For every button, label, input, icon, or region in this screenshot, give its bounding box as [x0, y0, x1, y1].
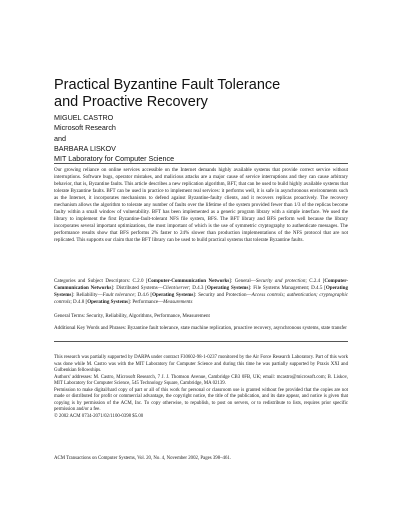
first-page-footnote [54, 355, 348, 420]
cat-text: ]: Reliability— [71, 291, 103, 298]
author-affiliation: Microsoft Research [54, 123, 116, 133]
cat-text: ; D.4.3 [ [189, 284, 207, 291]
abstract-bottom-rule [54, 341, 348, 342]
cat-text: ]: Distributed Systems— [111, 284, 163, 291]
copyright-line: © 2002 ACM 0734-2071/02/1100-0398 $5.00 [54, 413, 144, 419]
author-affiliation: MIT Laboratory for Computer Science [54, 154, 175, 164]
permission-notice: Permission to make digital/hard copy of part or all of this work for personal or classroom use is granted without fee provided that the copies are not made or distributed for profit or commercial advantage, the copyright notice, the title of the publication, and its date appear, and notice is given that copying is by permission of the ACM, Inc. To copy otherwise, to republish, to post on servers, or to redistribute to lists, requires prior specific permission and/or a fee. [54, 387, 348, 412]
general-terms: General Terms: Security, Reliability, Algorithms, Performance, Measurement [54, 313, 210, 319]
cat-text: ]: Performance— [127, 298, 164, 305]
cat-text: ]: Security and Protection— [193, 291, 252, 298]
title-line-2: and Proactive Recovery [54, 94, 208, 110]
cat-text: ; D.4.8 [ [70, 298, 88, 305]
key-words: Additional Key Words and Phrases: Byzantine fault tolerance, state machine replication, proactive recovery, asynchronous systems, state transfer [54, 325, 347, 331]
cat-italic: Measurements [163, 298, 193, 305]
funding-note: This research was partially supported by DARPA under contract F30602-98-1-0237 monitored by the Air Force Research Laboratory. Part of this work was done while M. Castro was with the MIT Laboratory for Computer Science and during this time he was partially supported by Praxis XXI and Gulbenkian fellowships. [54, 355, 348, 373]
categories-descriptors [54, 278, 348, 306]
cat-text: ]: File Systems Management; D.4.5 [ [248, 284, 326, 291]
cat-italic: Fault tolerance [102, 291, 135, 298]
cat-text: Categories and Subject Descriptors: C.2.0 [ [54, 278, 148, 284]
author-name: MIGUEL CASTRO [54, 113, 114, 122]
cat-bold: Operating Systems [152, 291, 194, 298]
abstract-top-rule [54, 163, 348, 164]
cat-text: ; C.2.4 [ [305, 278, 325, 284]
author-conjunction: and [54, 133, 66, 143]
cat-italic: Access controls; authentication; cryptographic controls [54, 291, 348, 305]
title-line-1: Practical Byzantine Fault Tolerance [54, 77, 281, 93]
paper-title [54, 77, 354, 111]
cat-bold: Computer-Communication Networks [147, 278, 230, 284]
cat-bold: Computer-Communication Networks [54, 278, 348, 291]
cat-text: ]: General— [229, 278, 256, 284]
cat-italic: Security and protection [255, 278, 306, 284]
cat-italic: Client/server [162, 284, 190, 291]
journal-footer: ACM Transactions on Computer Systems, Vol. 20, No. 4, November 2002, Pages 398–461. [54, 456, 232, 461]
author-addresses: Authors' addresses: M. Castro, Microsoft Research, 7 J. J. Thomson Avenue, Cambridge CB3 0FB, UK; email: mcastro@microsoft.com; B. Liskov, MIT Laboratory for Computer Science, 545 Technology Square, Cambridge, MA 02139. [54, 374, 348, 386]
cat-bold: Operating Systems [54, 284, 348, 298]
author-block [54, 113, 354, 164]
cat-text: ; D.4.6 [ [134, 291, 153, 298]
abstract: Our growing reliance on online services accessible on the Internet demands highly available systems that provide correct service without interruptions. Software bugs, operator mistakes, and malicious attacks are a major cause of service interruptions and they can cause arbitrary behavior, that is, Byzantine faults. This article describes a new replication algorithm, BFT, that can be used to build highly available systems that tolerate Byzantine faults. BFT can be used in practice to implement real services: it performs well, it is safe in asynchronous environments such as the Internet, it incorporates mechanisms to defend against Byzantine-faulty clients, and it recovers replicas proactively. The recovery mechanism allows the algorithm to tolerate any number of faults over the lifetime of the system provided fewer than 1/3 of the replicas become faulty within a small window of vulnerability. BFT has been implemented as a generic program library with a simple interface. We used the library to implement the first Byzantine-fault-tolerant NFS file system, BFS. The BFT library and BFS perform well because the library incorporates several important optimizations, the most important of which is the use of symmetric cryptography to authenticate messages. The performance results show that BFS performs 2% faster to 24% slower than production implementations of the NFS protocol that are not replicated. This supports our claim that the BFT library can be used to build practical systems that tolerate Byzantine faults. [54, 167, 348, 243]
author-name: BARBARA LISKOV [54, 143, 116, 153]
cat-bold: Operating Systems [206, 284, 249, 291]
cat-bold: Operating Systems [87, 298, 128, 305]
